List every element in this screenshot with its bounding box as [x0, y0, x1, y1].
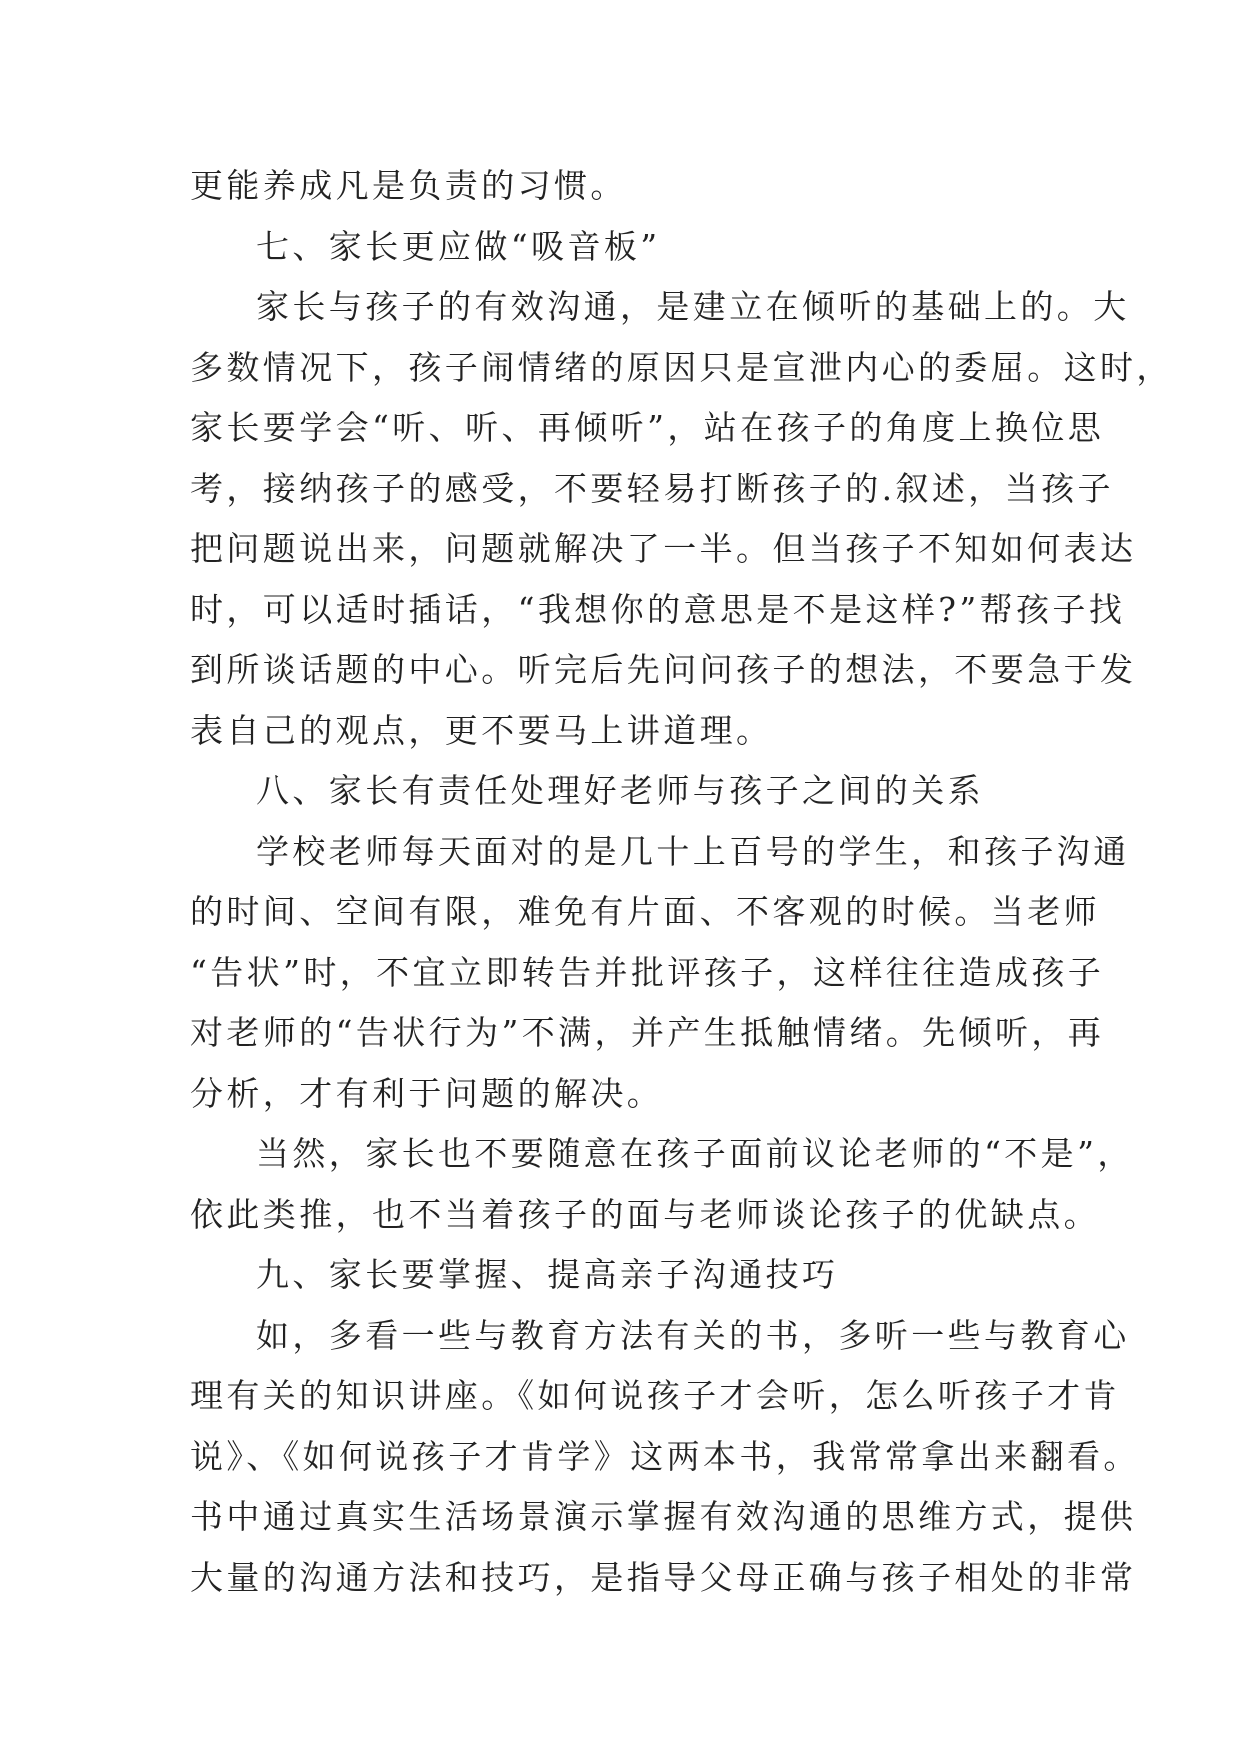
text-line: 如，多看一些与教育方法有关的书，多听一些与教育心 [256, 1315, 1130, 1355]
text-line: 家长要学会“听、听、再倾听”，站在孩子的角度上换位思 [190, 408, 1105, 447]
text-line: 家长与孩子的有效沟通，是建立在倾听的基础上的。大 [256, 287, 1130, 326]
text-line: 对老师的“告状行为”不满，并产生抵触情绪。先倾听，再 [190, 1013, 1105, 1052]
body-text [190, 156, 1173, 1608]
text-line: 依此类推，也不当着孩子的面与老师谈论孩子的优缺点。 [190, 1194, 1100, 1234]
section-heading-9: 九、家长要掌握、提高亲子沟通技巧 [256, 1255, 839, 1294]
text-line: 理有关的知识讲座。《如何说孩子才会听，怎么听孩子才肯 [190, 1376, 1120, 1415]
text-line: 的时间、空间有限，难免有片面、不客观的时候。当老师 [190, 892, 1100, 931]
text-line: 到所谈话题的中心。听完后先问问孩子的想法，不要急于发 [190, 650, 1137, 689]
text-line: 大量的沟通方法和技巧，是指导父母正确与孩子相处的非常 [190, 1557, 1137, 1597]
text-line: 说》、《如何说孩子才肯学》这两本书，我常常拿出来翻看。 [190, 1436, 1140, 1476]
section-heading-8: 八、家长有责任处理好老师与孩子之间的关系 [256, 771, 984, 810]
text-line: 书中通过真实生活场景演示掌握有效沟通的思维方式，提供 [190, 1497, 1137, 1536]
text-line: 学校老师每天面对的是几十上百号的学生，和孩子沟通 [256, 831, 1130, 871]
text-line: “告状”时，不宜立即转告并批评孩子，这样往往造成孩子 [190, 952, 1105, 992]
text-line: 更能养成凡是负责的习惯。 [190, 166, 627, 205]
text-line: 当然，家长也不要随意在孩子面前议论老师的“不是”， [256, 1134, 1134, 1173]
text-line: 分析，才有利于问题的解决。 [190, 1073, 664, 1113]
text-line: 时，可以适时插话，“我想你的意思是不是这样?”帮孩子找 [190, 589, 1126, 629]
section-heading-7: 七、家长更应做“吸音板” [256, 226, 661, 266]
text-line: 多数情况下，孩子闹情绪的原因只是宣泄内心的委屈。这时， [190, 347, 1173, 387]
text-line: 把问题说出来，问题就解决了一半。但当孩子不知如何表达 [190, 529, 1137, 568]
text-line: 表自己的观点，更不要马上讲道理。 [190, 710, 773, 750]
text-line: 考，接纳孩子的感受，不要轻易打断孩子的.叙述，当孩子 [190, 468, 1114, 508]
